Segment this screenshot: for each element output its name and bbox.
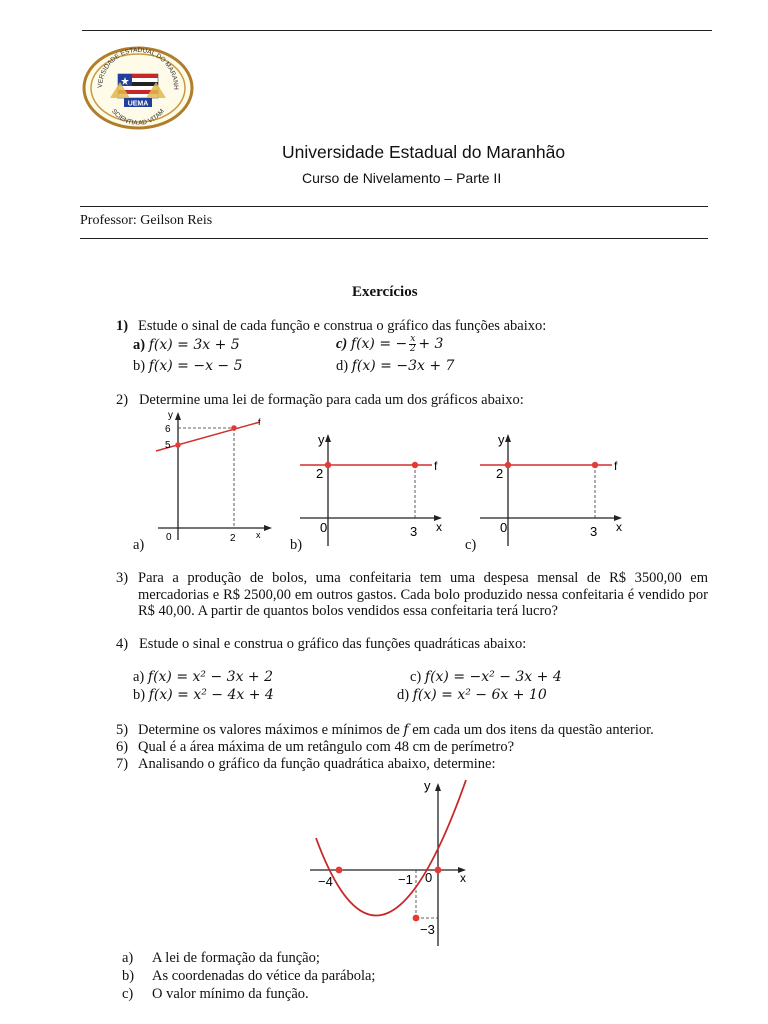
q1-a-label: a) xyxy=(133,337,146,353)
q4-item-d xyxy=(397,687,547,704)
q7-item-a: a) xyxy=(122,950,134,966)
graph-c-x-tick: 3 xyxy=(590,524,598,539)
q1-c-fraction: $\frac{x}{2}$ xyxy=(409,334,416,354)
q7-text: Analisando o gráfico da função quadrática abaixo, determine: xyxy=(138,756,496,772)
q4-a-expr: f(x) = x² − 3x + 2 xyxy=(147,669,274,685)
graph-b-y-tick: 2 xyxy=(316,466,324,481)
parabola-x-label: x xyxy=(460,871,466,885)
university-name: Universidade Estadual do Maranhão xyxy=(282,142,566,162)
q4-a-label: a) xyxy=(133,669,145,685)
q4-item-b xyxy=(133,687,274,704)
top-rule xyxy=(82,30,712,31)
q1-text: Estude o sinal de cada função e construa o gráfico das funções abaixo: xyxy=(138,318,547,334)
q5-text: Determine os valores máximos e mínimos de f em cada um dos itens da questão anterior. xyxy=(138,722,654,738)
q7-parabola-graph xyxy=(300,778,480,950)
graph-c-origin: 0 xyxy=(500,520,508,535)
seal-acronym: UEMA xyxy=(127,100,149,108)
graph-c-y-tick: 2 xyxy=(496,466,504,481)
q4-d-expr: f(x) = x² − 6x + 10 xyxy=(412,687,547,703)
parabola-tick-minus1: −1 xyxy=(398,872,413,887)
graph-c-y-label: y xyxy=(498,432,505,447)
q1-a-expr: f(x) = 3x + 5 xyxy=(148,337,240,353)
q2-graph-b xyxy=(298,428,458,552)
q1-item-a xyxy=(133,337,240,354)
q4-item-a xyxy=(133,669,273,686)
q1-c-rhs: + 3 xyxy=(418,335,444,352)
q6-number: 6) xyxy=(116,739,129,755)
q2-text: 2) Determine uma lei de formação para cada um dos gráficos abaixo: xyxy=(116,392,524,408)
graph-a-origin: 0 xyxy=(166,532,172,543)
professor-rule-top xyxy=(80,206,708,207)
graph-b-origin: 0 xyxy=(320,520,328,535)
q7-item-b-text: As coordenadas do vétice da parábola; xyxy=(152,968,376,984)
q3-number: 3) xyxy=(116,570,129,586)
q2-graph-c xyxy=(478,428,638,552)
graph-b-x-label: x xyxy=(436,520,442,534)
q7-item-a-text: A lei de formação da função; xyxy=(152,950,320,966)
q5-number: 5) xyxy=(116,722,129,738)
graph-a-tick-6: 6 xyxy=(165,424,171,435)
graph-a-x-tick: 2 xyxy=(230,533,236,544)
q1-b-expr: f(x) = −x − 5 xyxy=(148,358,243,374)
professor-line: Professor: Geilson Reis xyxy=(80,213,213,228)
graph-b-x-tick: 3 xyxy=(410,524,418,539)
q1-d-expr: f(x) = −3x + 7 xyxy=(351,358,455,374)
q7-item-c-text: O valor mínimo da função. xyxy=(152,986,309,1002)
graph-c-f-label: f xyxy=(614,459,618,473)
parabola-tick-0: 0 xyxy=(425,870,433,885)
university-seal xyxy=(80,46,196,130)
professor-rule-bottom xyxy=(80,238,708,239)
q1-item-b xyxy=(133,358,243,375)
q2-graph-a xyxy=(150,408,280,550)
course-name: Curso de Nivelamento – Parte II xyxy=(302,170,502,186)
graph-b-f-label: f xyxy=(434,459,438,473)
q1-c-label: c) xyxy=(336,335,348,352)
q4-text: 4) Estude o sinal e construa o gráfico das funções quadráticas abaixo: xyxy=(116,636,527,652)
q4-c-label: c) xyxy=(410,669,422,685)
graph-a-f-label: f xyxy=(258,417,261,427)
q1-b-label: b) xyxy=(133,358,146,374)
q4-item-c xyxy=(410,669,562,686)
q1-item-c xyxy=(336,335,443,354)
q1-d-label: d) xyxy=(336,358,349,374)
q5-f-symbol: f xyxy=(403,722,409,738)
q1-c-lhs: f(x) = − xyxy=(350,335,408,352)
q7-number: 7) xyxy=(116,756,129,772)
parabola-y-tick: −3 xyxy=(420,922,435,937)
graph-a-tick-5: 5 xyxy=(165,440,171,451)
graph-a-x-label: x xyxy=(256,530,261,540)
graph-b-y-label: y xyxy=(318,432,325,447)
exercises-title: Exercícios xyxy=(352,284,418,300)
graph-c-x-label: x xyxy=(616,520,622,534)
q1-item-d xyxy=(336,358,454,375)
seal-arc-bottom: SCIENTIA AD VITAM xyxy=(110,108,166,127)
q6-text: Qual é a área máxima de um retângulo com 48 cm de perímetro? xyxy=(138,739,515,755)
q4-b-expr: f(x) = x² − 4x + 4 xyxy=(148,687,274,703)
q7-item-c: c) xyxy=(122,986,134,1002)
parabola-tick-minus4: −4 xyxy=(318,874,333,889)
q1-number: 1) xyxy=(116,318,129,334)
parabola-y-label: y xyxy=(424,778,431,793)
q2-label-a: a) xyxy=(133,537,145,553)
q2-label-b: b) xyxy=(290,537,303,553)
q4-c-expr: f(x) = −x² − 3x + 4 xyxy=(424,669,562,685)
q4-b-label: b) xyxy=(133,687,146,703)
graph-a-y-label: y xyxy=(168,410,173,421)
seal-arc-top: VERSIDADE ESTADUAL DO MARANH xyxy=(96,46,180,90)
q4-d-label: d) xyxy=(397,687,410,703)
q7-item-b: b) xyxy=(122,968,135,984)
q2-label-c: c) xyxy=(465,537,477,553)
q3-text: Para a produção de bolos, uma confeitaria tem uma despesa mensal de R$ 3500,00 em mercadorias e R$ 2500,00 em outros gastos. Cada bolo produzido nessa confeitaria é vendido por R$ 40,00. A partir de quantos bolos vendidos essa confeitaria terá lucro? xyxy=(138,570,708,619)
